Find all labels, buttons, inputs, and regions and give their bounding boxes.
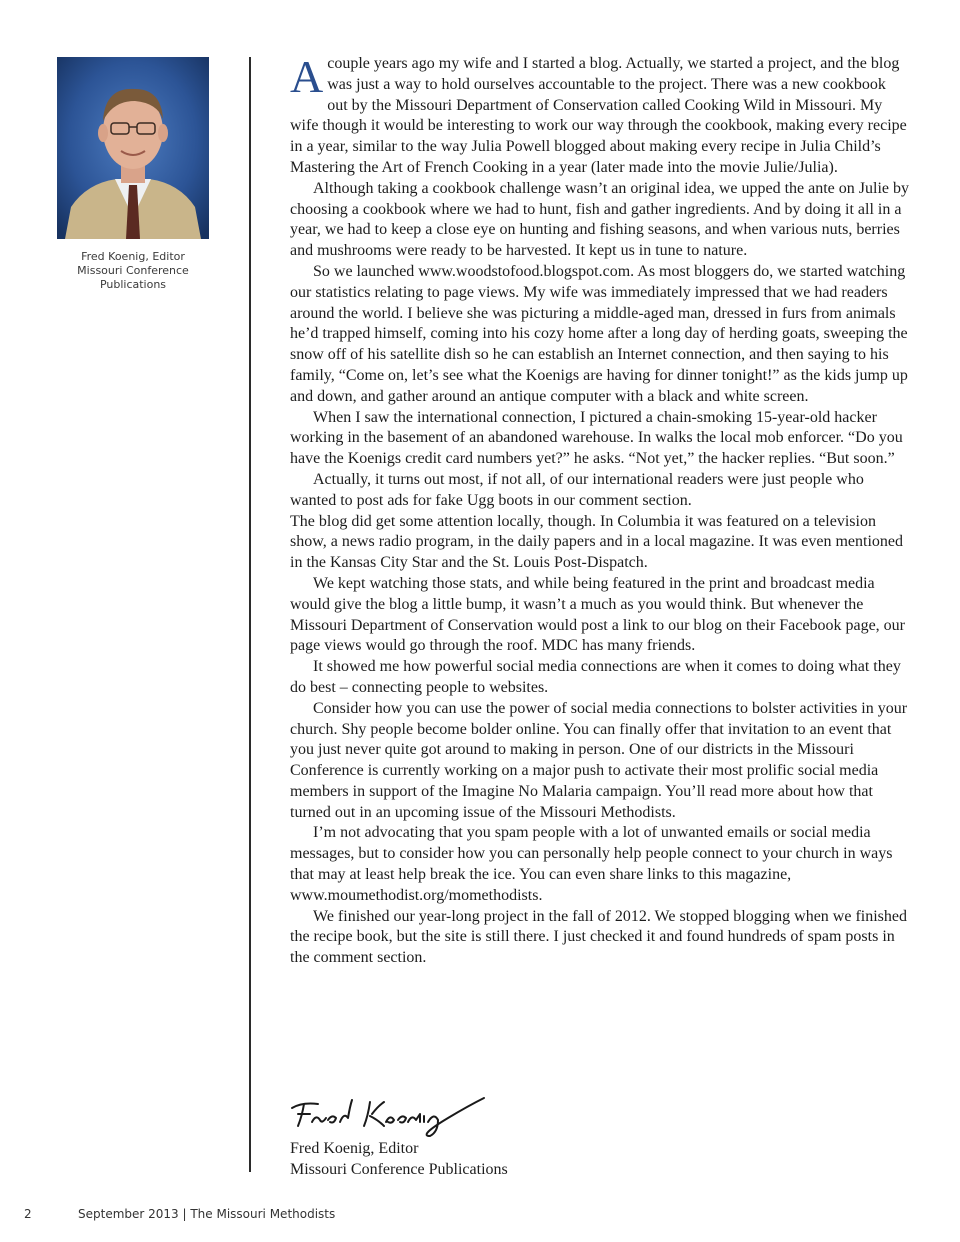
- article-paragraph-3: So we launched www.woodstofood.blogspot.com. As most bloggers do, we started watching our statistics relating to page views. My wife was immediately impressed that we had readers around the world. I believe she was picturing a middle-aged man, dressed in furs from animals he’d trapped himself, coming into his cozy home after a long day of herding goats, sweeping the snow off of his satellite dish so he can establish an Internet connection, and then saying to his family, “Come on, let’s see what the Koenigs are having for dinner tonight!” as the kids jump up and down, and gather around an antique computer with a black and white screen.: [290, 262, 908, 405]
- caption-line-2: Missouri Conference: [77, 264, 189, 277]
- article-paragraph-11: We finished our year-long project in the fall of 2012. We stopped blogging when we finished the recipe book, but the site is still there. I just checked it and found hundreds of spam posts in the comment section.: [290, 907, 907, 967]
- article-paragraph-1: [290, 51, 910, 179]
- column-divider: [249, 57, 251, 1172]
- page-number: 2: [24, 1207, 32, 1221]
- handwritten-signature: [288, 1092, 488, 1138]
- photo-caption: [60, 250, 206, 292]
- article-body: [290, 51, 910, 969]
- article-paragraph-9: Consider how you can use the power of social media connections to bolster activities in your church. Shy people become bolder online. You can finally offer that invitation to an event that you just never quite got around to making in person. One of our districts in the Missouri Conference is currently working on a major push to activate their most prolific social media members in support of the Imagine No Malaria campaign. You’ll read more about how that turned out in an upcoming issue of the Missouri Methodists.: [290, 699, 908, 821]
- signature-name: Fred Koenig, Editor: [290, 1140, 419, 1157]
- article-paragraph-2: Although taking a cookbook challenge wasn’t an original idea, we upped the ante on Julie by choosing a cookbook where we had to hunt, fish and gather ingredients. And by doing it all in a year, we had to keep a close eye on hunting and fishing seasons, and when various nuts, berries and mushrooms were ready to be harvested. It kept us in tune to nature.: [290, 179, 909, 260]
- article-paragraph-7: We kept watching those stats, and while being featured in the print and broadcast media would give the blog a little bump, it wasn’t a much as you would think. But whenever the Missouri Department of Conservation would post a link to our blog on their Facebook page, our page views would go through the roof. MDC has many friends.: [290, 574, 906, 655]
- article-paragraph-8: It showed me how powerful social media connections are when it comes to doing what they do best – connecting people to websites.: [290, 658, 901, 696]
- drop-cap: A: [290, 51, 324, 102]
- article-paragraph-5: Actually, it turns out most, if not all, of our international readers were just people who wanted to post ads for fake Ugg boots in our comment section.: [290, 470, 864, 509]
- paragraph-text: couple years ago my wife and I started a blog. Actually, we started a project, and the blog was just a way to hold ourselves accountable to the project. There was a new cookbook out by the Missouri Department of Conservation called Cooking Wild in Missouri. My wife though it would be interesting to work our way through the cookbook, making every recipe in a year, similar to the way Julia Powell blogged about making every recipe in Julia Child’s Mastering the Art of French Cooking in a year (later made into the movie Julie/Julia).: [290, 55, 907, 176]
- editor-photo: [57, 57, 209, 239]
- article-paragraph-6: The blog did get some attention locally, though. In Columbia it was featured on a television show, a news radio program, in the daily papers and in a local magazine. It was even mentioned in the Kansas City Star and the St. Louis Post-Dispatch.: [290, 512, 903, 572]
- article-paragraph-4: When I saw the international connection, I pictured a chain-smoking 15-year-old hacker working in the basement of an abandoned warehouse. In walks the local mob enforcer. “Do you have the Koenigs credit card numbers yet?” he asks. “Not yet,” the hacker replies. “But soon.”: [290, 408, 903, 468]
- footer-publication: September 2013 | The Missouri Methodists: [78, 1207, 336, 1221]
- editor-portrait-image: [57, 57, 209, 239]
- article-paragraph-10: I’m not advocating that you spam people with a lot of unwanted emails or social media messages, but to consider how you can personally help people connect to your church in ways that may at least help break the ice. You can even share links to this magazine, www.moumethodist.org/momethodists.: [290, 824, 893, 904]
- caption-line-3: Publications: [99, 278, 167, 291]
- caption-line-1: Fred Koenig, Editor: [81, 250, 185, 263]
- signature-title: Missouri Conference Publications: [290, 1161, 508, 1178]
